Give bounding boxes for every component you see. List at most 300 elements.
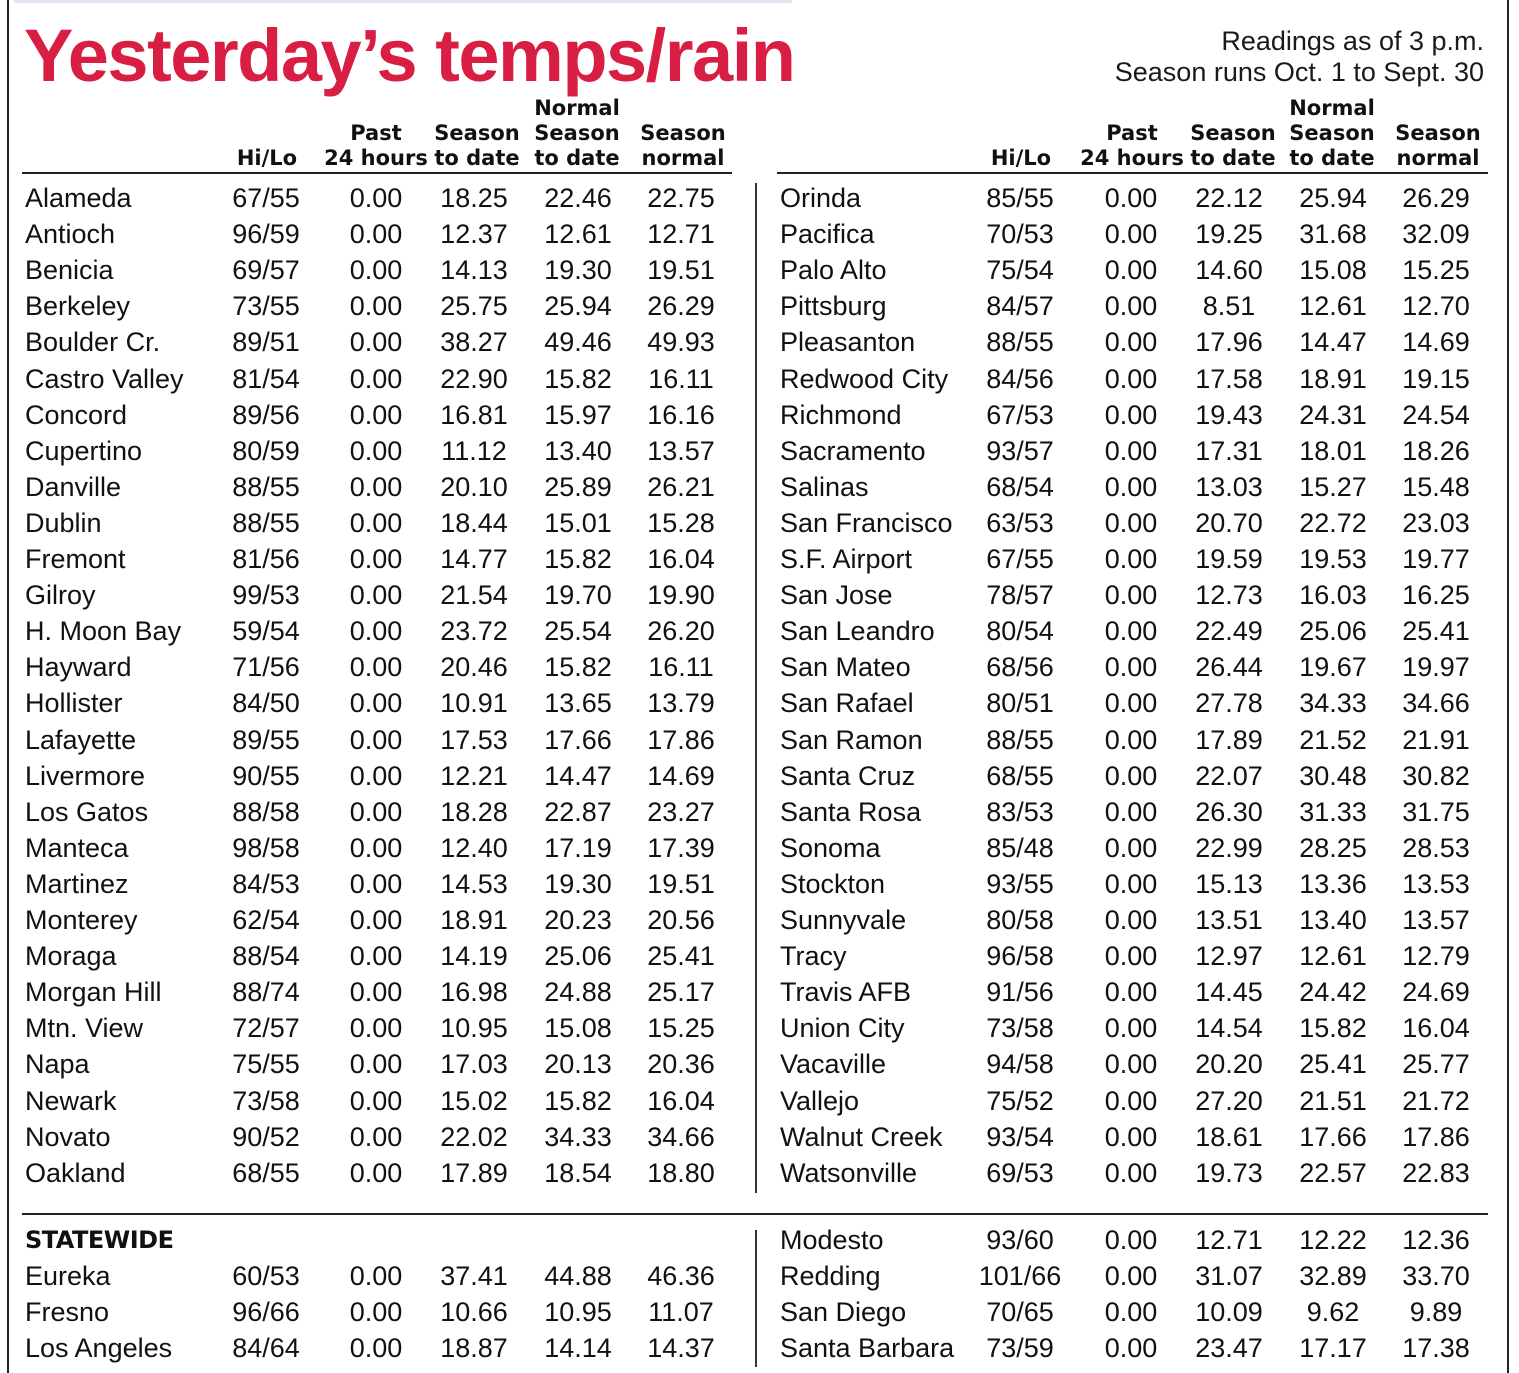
right-table-season-normal-cell: 15.25 — [1402, 255, 1470, 286]
left-table-season-to-date-cell: 18.28 — [440, 796, 508, 827]
left-table-normal-season-to-date-cell: 14.47 — [544, 760, 612, 791]
right-table-normal-season-to-date-cell: 24.31 — [1299, 399, 1367, 430]
statewide-right-past-24-hours-cell: 0.00 — [1104, 1333, 1158, 1364]
right-table-normal-season-to-date-cell: 15.27 — [1299, 471, 1367, 502]
right-table-season-normal-cell: 16.04 — [1402, 1013, 1470, 1044]
header-season-to-date-right-line1: Season — [1190, 121, 1276, 145]
left-table-city-cell: Castro Valley — [25, 363, 184, 394]
left-table-normal-season-to-date-cell: 49.46 — [544, 327, 612, 358]
left-table-season-normal-cell: 20.56 — [647, 905, 715, 935]
right-table-season-to-date-cell: 13.03 — [1195, 471, 1263, 502]
right-table-past-24-hours-cell: 0.00 — [1104, 796, 1158, 827]
right-table-hi-lo-cell: 73/58 — [986, 1013, 1054, 1044]
left-table-season-to-date-cell: 20.10 — [440, 471, 508, 502]
right-table-past-24-hours-cell: 0.00 — [1104, 868, 1158, 899]
right-table-city-cell: Santa Rosa — [780, 796, 922, 827]
right-table-season-to-date-cell: 13.51 — [1195, 905, 1263, 935]
left-table-city-cell: Concord — [25, 399, 128, 430]
right-table-season-normal-cell: 18.26 — [1402, 435, 1470, 466]
left-table-city-cell: Boulder Cr. — [25, 327, 161, 358]
right-table-season-normal-cell: 12.79 — [1402, 941, 1470, 972]
left-table-past-24-hours-cell: 0.00 — [349, 1085, 403, 1116]
left-table-season-normal-cell: 17.86 — [647, 724, 715, 755]
statewide-left-season-to-date-cell: 37.41 — [440, 1261, 508, 1291]
statewide-right-season-to-date-cell: 10.09 — [1195, 1297, 1263, 1328]
left-table-past-24-hours-cell: 0.00 — [349, 977, 403, 1008]
left-table-season-to-date-cell: 38.27 — [440, 327, 508, 358]
right-table-season-normal-cell: 19.77 — [1402, 544, 1470, 574]
right-table-normal-season-to-date-cell: 25.06 — [1299, 616, 1367, 647]
right-table-city-cell: Pleasanton — [780, 327, 916, 358]
left-table-season-normal-cell: 23.27 — [647, 796, 715, 827]
right-table-normal-season-to-date-cell: 31.33 — [1299, 796, 1367, 827]
right-table-row — [0, 866, 1519, 902]
statewide-right-season-normal-cell: 9.89 — [1409, 1297, 1463, 1328]
right-table-normal-season-to-date-cell: 17.66 — [1299, 1121, 1367, 1152]
header-normal-season-line1: Normal — [534, 96, 620, 120]
left-table-hi-lo-cell: 80/59 — [232, 435, 300, 466]
left-table-season-normal-cell: 22.75 — [647, 183, 715, 213]
statewide-right-row — [0, 1294, 1519, 1330]
right-table-normal-season-to-date-cell: 31.68 — [1299, 219, 1367, 250]
right-table-hi-lo-cell: 84/57 — [986, 291, 1054, 322]
left-table-past-24-hours-cell: 0.00 — [349, 905, 403, 935]
left-table-city-cell: Hayward — [25, 652, 132, 683]
left-table-past-24-hours-cell: 0.00 — [349, 832, 403, 863]
statewide-right-season-normal-cell: 17.38 — [1402, 1333, 1470, 1364]
right-table-season-normal-cell: 14.69 — [1402, 327, 1470, 358]
left-table-past-24-hours-cell: 0.00 — [349, 580, 403, 611]
statewide-right-past-24-hours-cell: 0.00 — [1104, 1225, 1158, 1255]
right-table-normal-season-to-date-cell: 22.57 — [1299, 1157, 1367, 1188]
right-table-row — [0, 830, 1519, 866]
left-table-season-to-date-cell: 23.72 — [440, 616, 508, 647]
left-table-hi-lo-cell: 81/56 — [232, 544, 300, 574]
right-table-hi-lo-cell: 85/48 — [986, 832, 1054, 863]
statewide-rule — [22, 1213, 1488, 1215]
right-table-hi-lo-cell: 69/53 — [986, 1157, 1054, 1188]
statewide-left-season-normal-cell: 11.07 — [648, 1297, 714, 1328]
right-table-normal-season-to-date-cell: 22.72 — [1299, 507, 1367, 538]
left-table-hi-lo-cell: 98/58 — [232, 832, 300, 863]
statewide-right-row — [0, 1222, 1519, 1258]
header-normal-season-right-line3: to date — [1289, 146, 1375, 170]
left-table-season-to-date-cell: 21.54 — [440, 580, 508, 611]
right-table-city-cell: Orinda — [780, 183, 862, 213]
right-table-hi-lo-cell: 91/56 — [986, 977, 1054, 1008]
right-table-season-to-date-cell: 22.12 — [1195, 183, 1263, 213]
left-table-city-cell: Fremont — [25, 544, 126, 574]
left-table-past-24-hours-cell: 0.00 — [349, 544, 403, 574]
left-table-season-normal-cell: 13.79 — [647, 688, 715, 719]
right-table-hi-lo-cell: 75/54 — [986, 255, 1054, 286]
right-table-season-to-date-cell: 18.61 — [1195, 1121, 1263, 1152]
right-table-past-24-hours-cell: 0.00 — [1104, 399, 1158, 430]
left-table-season-normal-cell: 16.16 — [647, 399, 715, 430]
left-table-hi-lo-cell: 89/55 — [232, 724, 300, 755]
left-table-normal-season-to-date-cell: 20.13 — [544, 1049, 612, 1080]
left-table-normal-season-to-date-cell: 15.97 — [544, 399, 612, 430]
left-table-past-24-hours-cell: 0.00 — [349, 796, 403, 827]
left-table-season-to-date-cell: 15.02 — [440, 1085, 508, 1116]
left-table-past-24-hours-cell: 0.00 — [349, 724, 403, 755]
left-table-season-normal-cell: 26.29 — [647, 291, 715, 322]
left-table-hi-lo-cell: 67/55 — [232, 183, 300, 213]
right-table-past-24-hours-cell: 0.00 — [1104, 760, 1158, 791]
readings-time-note: Readings as of 3 p.m. — [1221, 26, 1484, 56]
right-table-season-to-date-cell: 12.97 — [1195, 941, 1263, 972]
right-table-row — [0, 180, 1519, 216]
left-table-season-to-date-cell: 25.75 — [440, 291, 508, 322]
left-table-hi-lo-cell: 88/58 — [232, 796, 300, 827]
header-season-to-date-line2: to date — [434, 146, 520, 170]
left-table-normal-season-to-date-cell: 13.40 — [544, 435, 612, 466]
left-table-city-cell: Alameda — [25, 183, 132, 213]
right-table-season-normal-cell: 28.53 — [1402, 832, 1470, 863]
right-table-season-to-date-cell: 19.25 — [1195, 219, 1263, 250]
left-table-past-24-hours-cell: 0.00 — [349, 941, 403, 972]
header-normal-season — [530, 96, 624, 171]
left-table-normal-season-to-date-cell: 13.65 — [544, 688, 612, 719]
right-table-season-to-date-cell: 27.20 — [1195, 1085, 1263, 1116]
left-table-season-to-date-cell: 16.98 — [440, 977, 508, 1008]
left-table-past-24-hours-cell: 0.00 — [349, 507, 403, 538]
left-table-city-cell: Manteca — [25, 832, 129, 863]
left-table-season-to-date-cell: 17.03 — [440, 1049, 508, 1080]
right-table-hi-lo-cell: 93/57 — [986, 435, 1054, 466]
statewide-left-normal-season-to-date-cell: 14.14 — [544, 1333, 612, 1364]
right-table-city-cell: Stockton — [780, 868, 886, 899]
right-table-row — [0, 794, 1519, 830]
left-table-season-to-date-cell: 11.12 — [441, 435, 507, 466]
left-table-past-24-hours-cell: 0.00 — [349, 471, 403, 502]
header-season-to-date — [430, 121, 524, 171]
right-table-past-24-hours-cell: 0.00 — [1104, 327, 1158, 358]
right-table-season-normal-cell: 30.82 — [1402, 760, 1470, 791]
right-table-season-normal-cell: 24.69 — [1402, 977, 1470, 1008]
left-table-season-to-date-cell: 16.81 — [440, 399, 508, 430]
statewide-left-city-cell: Los Angeles — [25, 1333, 173, 1364]
statewide-right-city-cell: Santa Barbara — [780, 1333, 955, 1364]
left-table-season-normal-cell: 12.71 — [647, 219, 715, 250]
right-table-hi-lo-cell: 93/54 — [986, 1121, 1054, 1152]
left-table-city-cell: Napa — [25, 1049, 90, 1080]
left-table-normal-season-to-date-cell: 15.08 — [544, 1013, 612, 1044]
left-table-hi-lo-cell: 72/57 — [232, 1013, 300, 1044]
left-table-past-24-hours-cell: 0.00 — [349, 1013, 403, 1044]
header-normal-season-right-line1: Normal — [1289, 96, 1375, 120]
header-hilo: Hi/Lo — [236, 146, 298, 170]
statewide-right-normal-season-to-date-cell: 12.22 — [1299, 1225, 1367, 1255]
right-table-season-to-date-cell: 20.70 — [1195, 507, 1263, 538]
left-table-season-to-date-cell: 17.89 — [440, 1157, 508, 1188]
left-table-season-normal-cell: 34.66 — [647, 1121, 715, 1152]
statewide-right-row — [0, 1330, 1519, 1366]
statewide-right-season-normal-cell: 33.70 — [1402, 1261, 1470, 1292]
right-table-hi-lo-cell: 70/53 — [986, 219, 1054, 250]
right-table-normal-season-to-date-cell: 18.91 — [1299, 363, 1367, 394]
statewide-left-past-24-hours-cell: 0.00 — [349, 1297, 403, 1328]
statewide-left-past-24-hours-cell: 0.00 — [349, 1333, 403, 1364]
left-table-normal-season-to-date-cell: 17.19 — [544, 832, 612, 863]
statewide-right-season-to-date-cell: 12.71 — [1195, 1225, 1263, 1255]
top-strip — [14, 0, 792, 3]
right-table-past-24-hours-cell: 0.00 — [1104, 363, 1158, 394]
statewide-right-hi-lo-cell: 73/59 — [986, 1333, 1054, 1364]
statewide-left-normal-season-to-date-cell: 10.95 — [544, 1297, 612, 1328]
right-table-city-cell: Vallejo — [780, 1085, 860, 1116]
left-table-past-24-hours-cell: 0.00 — [349, 435, 403, 466]
left-table-normal-season-to-date-cell: 25.94 — [544, 291, 612, 322]
right-table-row — [0, 361, 1519, 397]
statewide-right-normal-season-to-date-cell: 32.89 — [1299, 1261, 1367, 1292]
left-table-hi-lo-cell: 81/54 — [232, 363, 300, 394]
right-table-row — [0, 649, 1519, 685]
right-table-past-24-hours-cell: 0.00 — [1104, 724, 1158, 755]
right-table-season-to-date-cell: 20.20 — [1195, 1049, 1263, 1080]
left-table-season-to-date-cell: 14.53 — [440, 868, 508, 899]
left-table-season-to-date-cell: 17.53 — [440, 724, 508, 755]
left-table-season-to-date-cell: 22.90 — [440, 363, 508, 394]
statewide-heading: STATEWIDE — [25, 1226, 174, 1254]
right-table-city-cell: Redwood City — [780, 363, 949, 394]
left-table-hi-lo-cell: 73/58 — [232, 1085, 300, 1116]
right-table-season-to-date-cell: 17.96 — [1195, 327, 1263, 358]
right-table-past-24-hours-cell: 0.00 — [1104, 905, 1158, 935]
left-table-normal-season-to-date-cell: 22.87 — [544, 796, 612, 827]
left-table-past-24-hours-cell: 0.00 — [349, 616, 403, 647]
header-season-normal-line1: Season — [640, 121, 726, 145]
left-table-season-to-date-cell: 14.77 — [440, 544, 508, 574]
right-table-hi-lo-cell: 84/56 — [986, 363, 1054, 394]
left-table-past-24-hours-cell: 0.00 — [349, 688, 403, 719]
right-table-row — [0, 216, 1519, 252]
right-table-row — [0, 974, 1519, 1010]
right-table-city-cell: San Leandro — [780, 616, 935, 647]
right-table-past-24-hours-cell: 0.00 — [1104, 832, 1158, 863]
left-table-season-to-date-cell: 10.91 — [440, 688, 508, 719]
left-table-hi-lo-cell: 88/55 — [232, 471, 300, 502]
left-table-hi-lo-cell: 90/52 — [232, 1121, 300, 1152]
left-table-season-normal-cell: 19.90 — [647, 580, 715, 611]
right-table-normal-season-to-date-cell: 15.82 — [1299, 1013, 1367, 1044]
left-table-city-cell: Newark — [25, 1085, 117, 1116]
right-table-normal-season-to-date-cell: 34.33 — [1299, 688, 1367, 719]
right-table-city-cell: Santa Cruz — [780, 760, 916, 791]
right-table-season-to-date-cell: 22.99 — [1195, 832, 1263, 863]
left-table-past-24-hours-cell: 0.00 — [349, 399, 403, 430]
header-season-normal-right-line2: normal — [1396, 146, 1480, 170]
right-table-city-cell: San Rafael — [780, 688, 914, 719]
left-table-past-24-hours-cell: 0.00 — [349, 255, 403, 286]
header-normal-season-right — [1285, 96, 1379, 171]
right-table-row — [0, 469, 1519, 505]
right-table-city-cell: Sonoma — [780, 832, 881, 863]
right-table-season-normal-cell: 12.70 — [1402, 291, 1470, 322]
right-table-city-cell: San Jose — [780, 580, 893, 611]
right-table-hi-lo-cell: 94/58 — [986, 1049, 1054, 1080]
right-table-city-cell: San Ramon — [780, 724, 923, 755]
left-table-hi-lo-cell: 90/55 — [232, 760, 300, 791]
right-table-normal-season-to-date-cell: 13.40 — [1299, 905, 1367, 935]
right-table-normal-season-to-date-cell: 24.42 — [1299, 977, 1367, 1008]
right-table-row — [0, 938, 1519, 974]
left-table-season-to-date-cell: 14.19 — [440, 941, 508, 972]
right-table-normal-season-to-date-cell: 30.48 — [1299, 760, 1367, 791]
left-table-past-24-hours-cell: 0.00 — [349, 760, 403, 791]
header-season-normal — [636, 121, 730, 171]
right-table-season-normal-cell: 31.75 — [1402, 796, 1470, 827]
right-table-season-to-date-cell: 17.31 — [1195, 435, 1263, 466]
left-table-season-to-date-cell: 12.40 — [440, 832, 508, 863]
statewide-right-season-to-date-cell: 31.07 — [1195, 1261, 1263, 1292]
header-season-to-date-right-line2: to date — [1190, 146, 1276, 170]
right-table-past-24-hours-cell: 0.00 — [1104, 544, 1158, 574]
left-table-city-cell: H. Moon Bay — [25, 616, 182, 647]
left-table-past-24-hours-cell: 0.00 — [349, 1157, 403, 1188]
left-table-hi-lo-cell: 88/55 — [232, 507, 300, 538]
right-table-city-cell: Richmond — [780, 399, 902, 430]
left-table-city-cell: Danville — [25, 471, 122, 502]
right-table-city-cell: Pacifica — [780, 219, 875, 250]
left-table-season-to-date-cell: 18.91 — [440, 905, 508, 935]
left-table-normal-season-to-date-cell: 25.06 — [544, 941, 612, 972]
right-table-hi-lo-cell: 80/58 — [986, 905, 1054, 935]
left-table-season-normal-cell: 15.28 — [647, 507, 715, 538]
left-table-city-cell: Novato — [25, 1121, 111, 1152]
right-table-season-normal-cell: 25.41 — [1402, 616, 1470, 647]
right-table-season-to-date-cell: 17.89 — [1195, 724, 1263, 755]
right-table-past-24-hours-cell: 0.00 — [1104, 471, 1158, 502]
statewide-right-hi-lo-cell: 101/66 — [978, 1261, 1062, 1292]
right-table-row — [0, 252, 1519, 288]
left-table-hi-lo-cell: 99/53 — [232, 580, 300, 611]
right-table-season-to-date-cell: 27.78 — [1195, 688, 1263, 719]
header-past-24-right — [1078, 121, 1186, 171]
left-table-city-cell: Moraga — [25, 941, 117, 972]
left-table-city-cell: Cupertino — [25, 435, 143, 466]
right-table-city-cell: Union City — [780, 1013, 905, 1044]
statewide-right-row — [0, 1258, 1519, 1294]
statewide-left-city-cell: Eureka — [25, 1261, 111, 1291]
right-table-normal-season-to-date-cell: 25.41 — [1299, 1049, 1367, 1080]
right-table-season-to-date-cell: 26.30 — [1195, 796, 1263, 827]
right-table-season-normal-cell: 34.66 — [1402, 688, 1470, 719]
left-table-city-cell: Monterey — [25, 905, 138, 935]
right-table-season-normal-cell: 24.54 — [1402, 399, 1470, 430]
left-table-past-24-hours-cell: 0.00 — [349, 363, 403, 394]
right-table-season-normal-cell: 32.09 — [1402, 219, 1470, 250]
left-table-season-normal-cell: 25.17 — [647, 977, 715, 1008]
left-table-season-normal-cell: 16.04 — [647, 1085, 715, 1116]
left-table-season-normal-cell: 26.20 — [647, 616, 715, 647]
left-table-season-normal-cell: 15.25 — [647, 1013, 715, 1044]
right-table-past-24-hours-cell: 0.00 — [1104, 1121, 1158, 1152]
statewide-right-normal-season-to-date-cell: 17.17 — [1299, 1333, 1367, 1364]
left-table-past-24-hours-cell: 0.00 — [349, 1121, 403, 1152]
left-table-city-cell: Gilroy — [25, 580, 96, 611]
left-table-normal-season-to-date-cell: 25.54 — [544, 616, 612, 647]
right-table-past-24-hours-cell: 0.00 — [1104, 255, 1158, 286]
right-table-season-normal-cell: 16.25 — [1402, 580, 1470, 611]
right-table-city-cell: Salinas — [780, 471, 869, 502]
right-table-season-normal-cell: 25.77 — [1402, 1049, 1470, 1080]
left-table-city-cell: Livermore — [25, 760, 146, 791]
left-table-city-cell: Berkeley — [25, 291, 131, 322]
statewide-left-past-24-hours-cell: 0.00 — [349, 1261, 403, 1291]
left-table-city-cell: Los Gatos — [25, 796, 149, 827]
page-title: Yesterday’s temps/rain — [24, 14, 795, 97]
right-table-row — [0, 505, 1519, 541]
right-table-city-cell: San Mateo — [780, 652, 911, 683]
left-table-city-cell: Dublin — [25, 507, 102, 538]
right-table-city-cell: Tracy — [780, 941, 847, 972]
left-table-city-cell: Morgan Hill — [25, 977, 162, 1008]
statewide-right-city-cell: Redding — [780, 1261, 881, 1292]
right-table-season-to-date-cell: 19.73 — [1195, 1157, 1263, 1188]
right-table-normal-season-to-date-cell: 21.51 — [1299, 1085, 1367, 1116]
left-table-hi-lo-cell: 88/74 — [232, 977, 300, 1008]
left-table-hi-lo-cell: 62/54 — [232, 905, 300, 935]
right-table-past-24-hours-cell: 0.00 — [1104, 688, 1158, 719]
left-table-hi-lo-cell: 89/51 — [232, 327, 300, 358]
left-table-normal-season-to-date-cell: 15.82 — [544, 363, 612, 394]
right-table-hi-lo-cell: 93/55 — [986, 868, 1054, 899]
statewide-left-season-normal-cell: 46.36 — [647, 1261, 715, 1291]
left-table-hi-lo-cell: 71/56 — [232, 652, 300, 683]
right-table-normal-season-to-date-cell: 21.52 — [1299, 724, 1367, 755]
right-table-season-normal-cell: 21.91 — [1402, 724, 1470, 755]
right-table-city-cell: Sunnyvale — [780, 905, 907, 935]
right-table-past-24-hours-cell: 0.00 — [1104, 580, 1158, 611]
left-table-normal-season-to-date-cell: 15.82 — [544, 544, 612, 574]
right-table-season-normal-cell: 19.97 — [1402, 652, 1470, 683]
header-rule-left — [22, 172, 732, 174]
right-table-row — [0, 1010, 1519, 1046]
statewide-left-hi-lo-cell: 84/64 — [232, 1333, 300, 1364]
left-table-normal-season-to-date-cell: 19.30 — [544, 255, 612, 286]
right-table-row — [0, 1119, 1519, 1155]
left-table-normal-season-to-date-cell: 20.23 — [544, 905, 612, 935]
right-table-hi-lo-cell: 68/55 — [986, 760, 1054, 791]
left-table-hi-lo-cell: 88/54 — [232, 941, 300, 972]
statewide-right-hi-lo-cell: 93/60 — [986, 1225, 1054, 1255]
left-table-normal-season-to-date-cell: 15.82 — [544, 652, 612, 683]
right-table-row — [0, 397, 1519, 433]
header-rule-right — [777, 172, 1488, 174]
left-table-season-normal-cell: 20.36 — [647, 1049, 715, 1080]
header-normal-season-right-line2: Season — [1289, 121, 1375, 145]
left-table-past-24-hours-cell: 0.00 — [349, 291, 403, 322]
left-table-hi-lo-cell: 69/57 — [232, 255, 300, 286]
left-table-past-24-hours-cell: 0.00 — [349, 219, 403, 250]
left-table-season-normal-cell: 25.41 — [647, 941, 715, 972]
left-table-normal-season-to-date-cell: 24.88 — [544, 977, 612, 1008]
right-table-row — [0, 433, 1519, 469]
header-season-to-date-right — [1186, 121, 1280, 171]
right-table-past-24-hours-cell: 0.00 — [1104, 977, 1158, 1008]
right-table-normal-season-to-date-cell: 12.61 — [1299, 291, 1367, 322]
right-table-hi-lo-cell: 88/55 — [986, 327, 1054, 358]
left-table-past-24-hours-cell: 0.00 — [349, 183, 403, 213]
left-table-season-normal-cell: 19.51 — [647, 255, 715, 286]
left-table-city-cell: Hollister — [25, 688, 123, 719]
right-table-past-24-hours-cell: 0.00 — [1104, 1013, 1158, 1044]
statewide-left-normal-season-to-date-cell: 44.88 — [544, 1261, 612, 1291]
left-table-season-to-date-cell: 20.46 — [440, 652, 508, 683]
right-table-normal-season-to-date-cell: 28.25 — [1299, 832, 1367, 863]
header-normal-season-line3: to date — [534, 146, 620, 170]
